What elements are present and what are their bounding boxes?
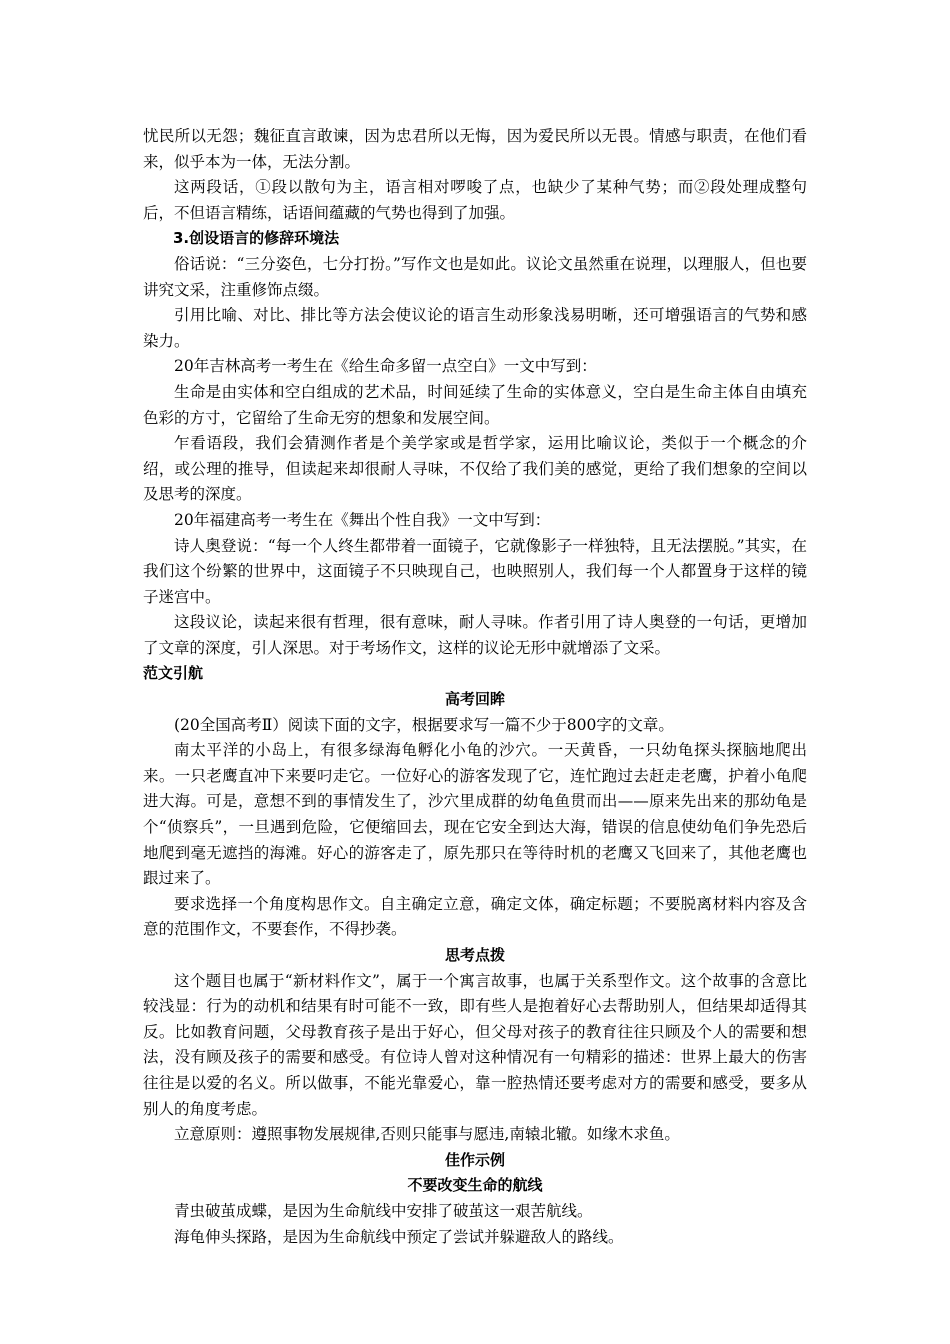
paragraph-comparison: 这两段话，①段以散句为主，语言相对啰唆了点，也缺少了某种气势；而②段处理成整句后，不但语言精练，话语间蕴藏的气势也得到了加强。 — [143, 178, 807, 222]
heading-exam-review: 高考回眸 — [444, 690, 505, 709]
paragraph-exam-prompt: (20全国高考Ⅱ）阅读下面的文字，根据要求写一篇不少于800字的文章。 — [174, 715, 674, 734]
essay-paragraph-2: 海龟伸头探路，是因为生命航线中预定了尝试并躲避敌人的路线。 — [174, 1227, 624, 1246]
paragraph-jilin-quote: 生命是由实体和空白组成的艺术品，时间延续了生命的实体意义，空白是生命主体自由填充色彩的方寸，它留给了生命无穷的想象和发展空间。 — [143, 382, 807, 427]
heading-sample-essay: 佳作示例 — [444, 1150, 505, 1169]
paragraph-turtle-story: 南太平洋的小岛上，有很多绿海龟孵化小龟的沙穴。一天黄昏，一只幼龟探头探脑地爬出来。一只老鹰直冲下来要叼走它。一位好心的游客发现了它，连忙跑过去赶走老鹰，护着小龟爬进大海。可是，意想不到的事情发生了，沙穴里成群的幼龟鱼贯而出——原来先出来的那幼龟是个“侦察兵”，一旦遇到危险，它便缩回去，现在它安全到达大海，错误的信息使幼龟们争先恐后地爬到毫无遮挡的海滩。好心的游客走了，原先那只在等待时机的老鹰又飞回来了，其他老鹰也跟过来了。 — [143, 741, 807, 888]
paragraph-fujian-analysis: 这段议论，读起来很有哲理，很有意味，耐人寻味。作者引用了诗人奥登的一句话，更增加了文章的深度，引人深思。对于考场作文，这样的议论无形中就增添了文采。 — [143, 613, 807, 657]
paragraph-fujian-intro: 20年福建高考一考生在《舞出个性自我》一文中写到： — [174, 510, 551, 529]
paragraph-fujian-quote: 诗人奥登说：“每一个人终生都带着一面镜子，它就像影子一样独特，且无法摆脱。”其实，在我们这个纷繁的世界中，这面镜子不只映现自己，也映照别人，我们每一个人都置身于这样的镜子迷宫中。 — [143, 536, 807, 606]
heading-thinking-tips: 思考点拨 — [444, 946, 505, 964]
paragraph-jilin-intro: 20年吉林高考一考生在《给生命多留一点空白》一文中写到： — [174, 357, 597, 376]
paragraph-jilin-analysis: 乍看语段，我们会猜测作者是个美学家或是哲学家，运用比喻议论，类似于一个概念的介绍，或公理的推导，但读起来却很耐人寻味，不仅给了我们美的感觉，更给了我们想象的空间以及思考的深度。 — [143, 434, 807, 504]
document-page — [143, 124, 807, 1250]
paragraph-theme-principle: 立意原则：遵照事物发展规律,否则只能事与愿违,南辕北辙。如缘木求鱼。 — [174, 1125, 680, 1144]
paragraph-proverb: 俗话说：“三分姿色，七分打扮。”写作文也是如此。议论文虽然重在说理，以理服人，但也要讲究文采，注重修饰点缀。 — [143, 254, 807, 299]
heading-rhetoric-method: 3.创设语言的修辞环境法 — [173, 229, 340, 248]
section-heading-model-essays: 范文引航 — [143, 664, 204, 683]
paragraph-continuation: 忧民所以无怨；魏征直言敢谏，因为忠君所以无悔，因为爱民所以无畏。情感与职责，在他们看来，似乎本为一体，无法分割。 — [143, 127, 807, 171]
essay-title: 不要改变生命的航线 — [407, 1176, 543, 1195]
paragraph-thinking-analysis: 这个题目也属于“新材料作文”，属于一个寓言故事，也属于关系型作文。这个故事的含意比较浅显：行为的动机和结果有时可能不一致，即有些人是抱着好心去帮助别人，但结果却适得其反。比如教育问题，父母教育孩子是出于好心，但父母对孩子的教育往往只顾及个人的需要和想法，没有顾及孩子的需要和感受。有位诗人曾对这种情况有一句精彩的描述：世界上最大的伤害往往是以爱的名义。所以做事，不能光靠爱心，靠一腔热情还要考虑对方的需要和感受，要多从别人的角度考虑。 — [143, 971, 807, 1118]
paragraph-rhetoric-tips: 引用比喻、对比、排比等方法会使议论的语言生动形象浅易明晰，还可增强语言的气势和感染力。 — [143, 306, 807, 350]
essay-paragraph-1: 青虫破茧成蝶，是因为生命航线中安排了破茧这一艰苦航线。 — [174, 1201, 593, 1220]
paragraph-requirements: 要求选择一个角度构思作文。自主确定立意，确定文体，确定标题；不要脱离材料内容及含意的范围作文，不要套作，不得抄袭。 — [143, 894, 807, 939]
